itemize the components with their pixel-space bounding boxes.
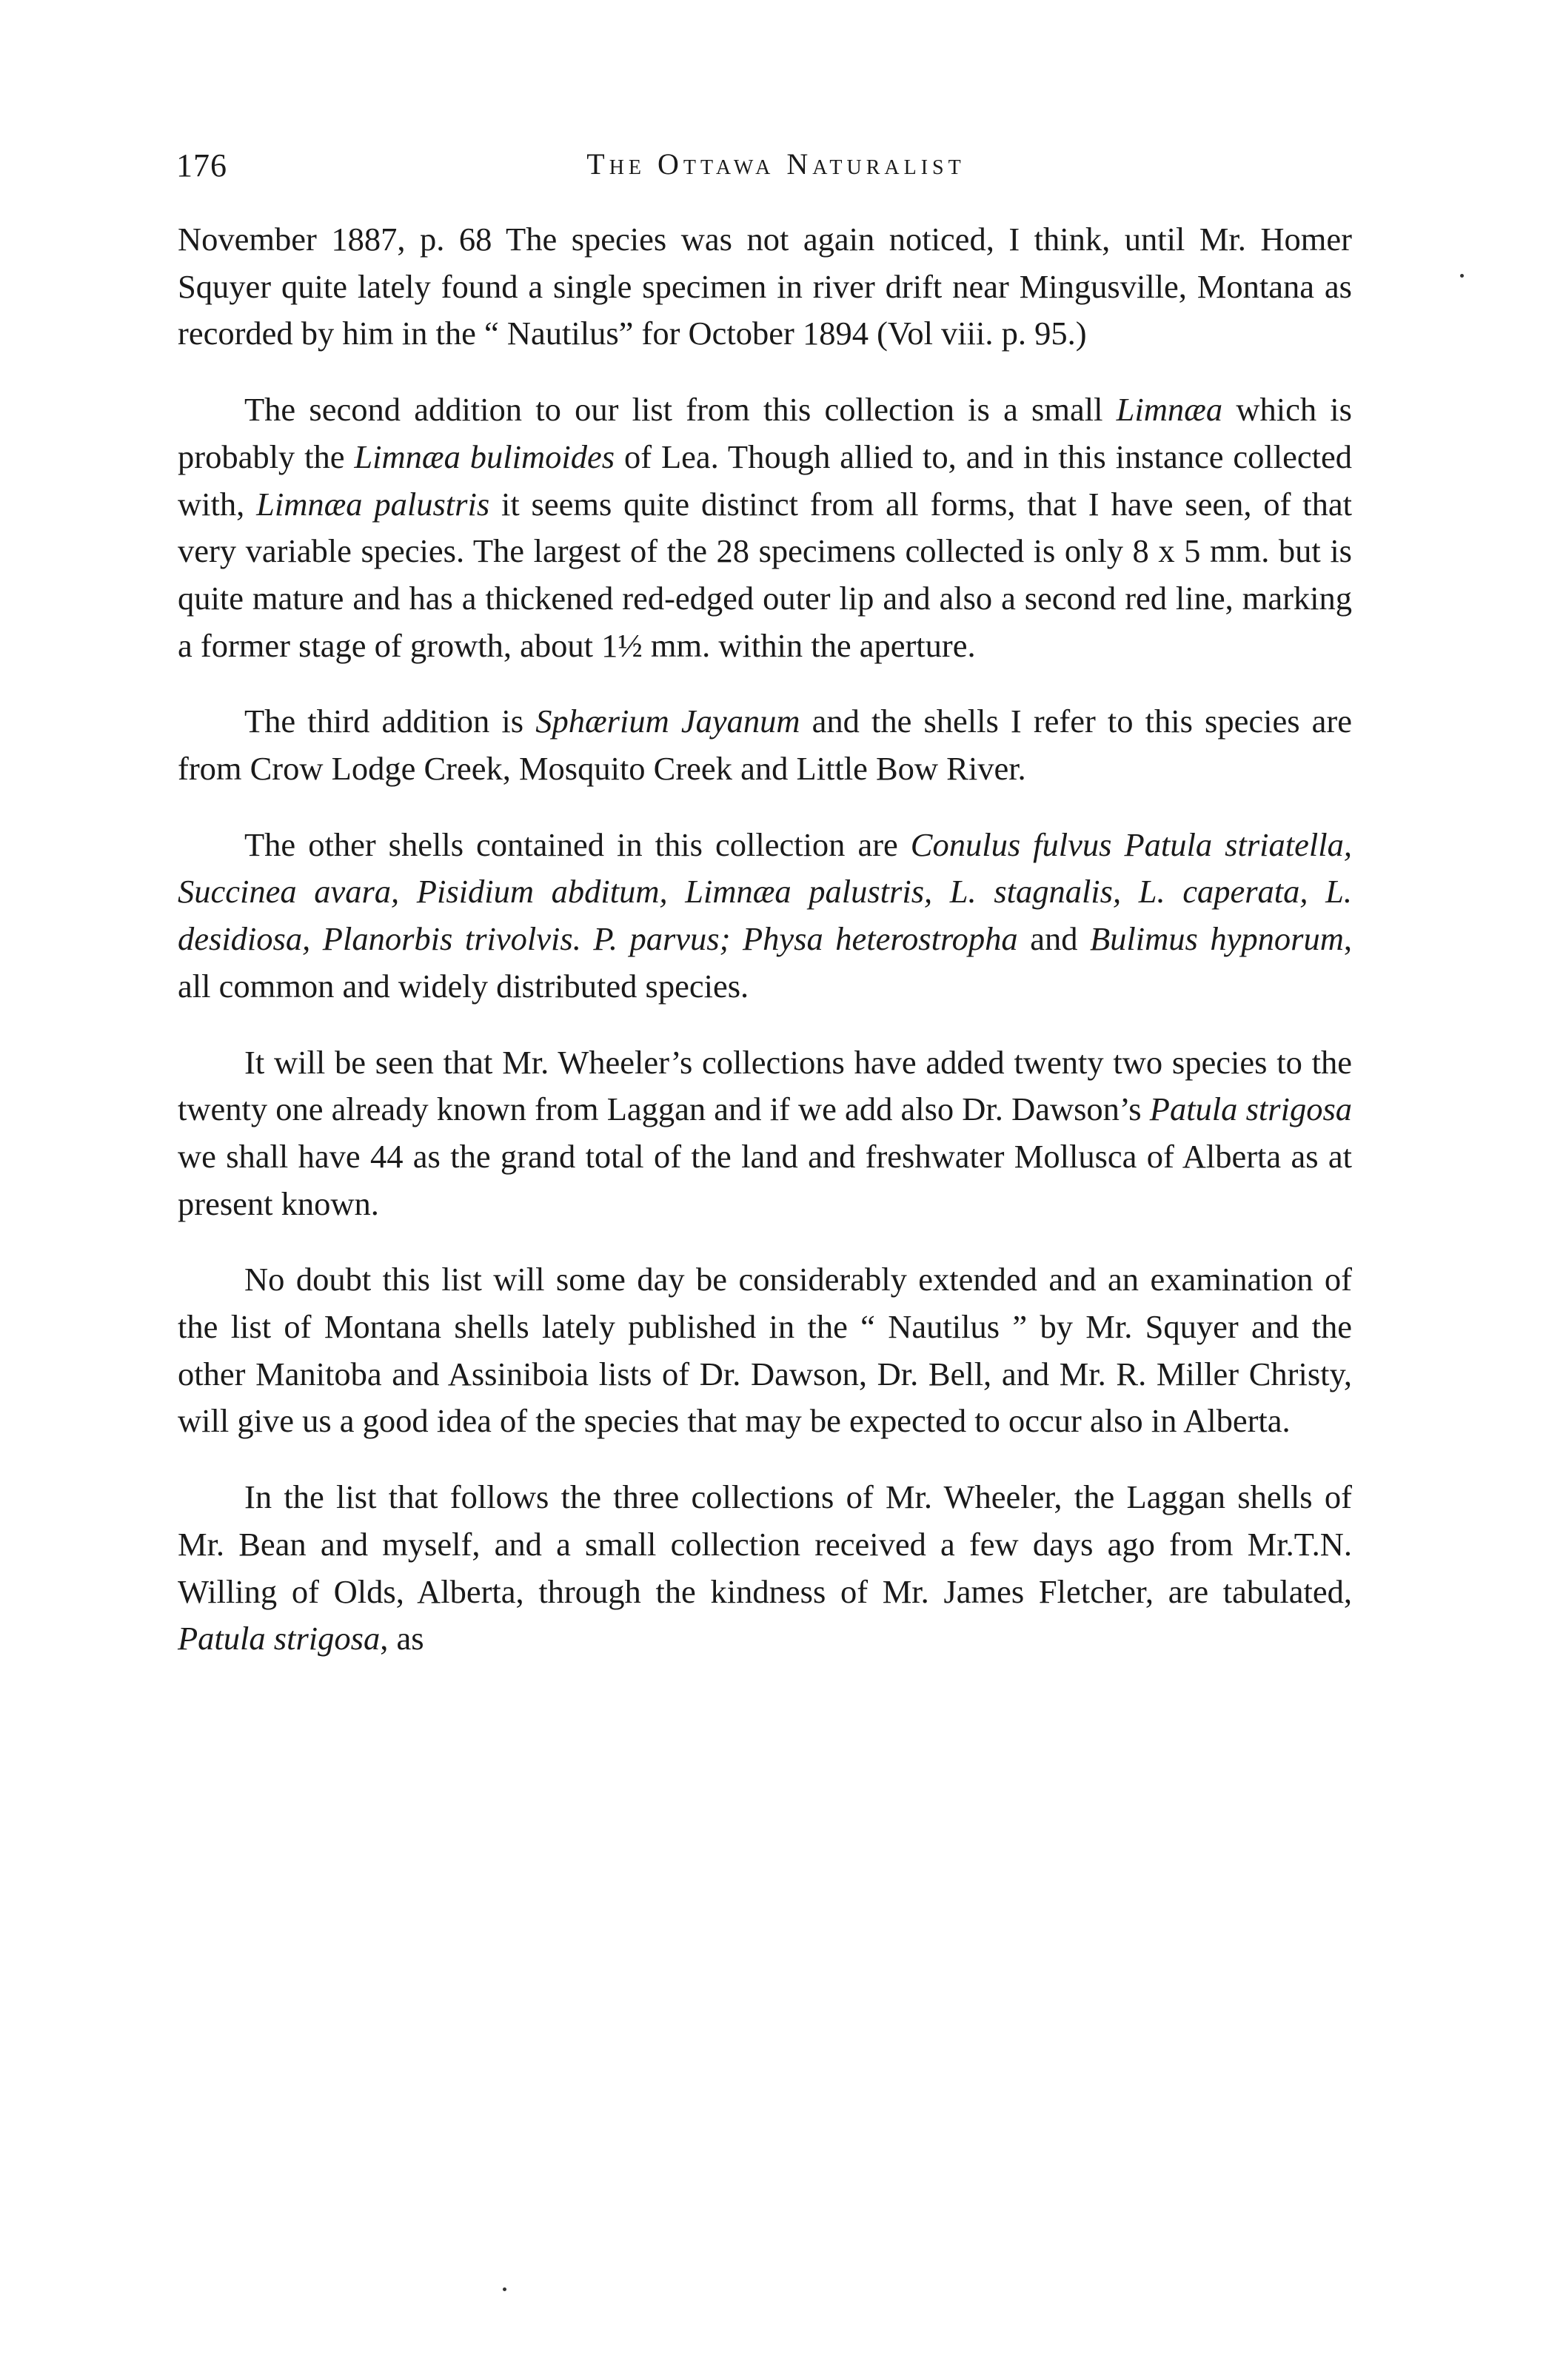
- paragraph: [178, 822, 1352, 1010]
- text-run: , as: [380, 1620, 424, 1657]
- text-run: and the shells I refer to this species are from Crow Lodge Creek, Mosquito Creek and Little Bow River.: [178, 703, 1352, 788]
- species-name: Sphærium Jayanum: [535, 703, 800, 740]
- text-run: , all common and widely distributed species.: [178, 920, 1352, 1005]
- species-name: Patula strigosa: [178, 1620, 381, 1657]
- species-name: Limnæa palustris: [256, 485, 490, 523]
- paragraph: [178, 1474, 1352, 1663]
- text-run: The other shells contained in this collection are: [244, 825, 911, 863]
- text-run: November 1887, p. 68 The species was not again noticed, I think, until Mr. Homer Squyer quite lately found a single specimen in river drift near Mingusville, Montana as recorded by him in the “ Nautilus” for October 1894 (Vol viii. p. 95.): [178, 221, 1352, 352]
- paragraph: [178, 386, 1352, 669]
- species-name: Limnæa bulimoides: [354, 438, 615, 475]
- page-header: [176, 147, 1376, 191]
- text-run: In the list that follows the three collections of Mr. Wheeler, the Laggan shells of Mr. Bean and myself, and a small collection received a few days ago from Mr.T.N. Willing of Olds, Alberta, through the kindness of Mr. James Fletcher, are tabulated,: [178, 1478, 1352, 1610]
- species-name: Bulimus hypnorum: [1090, 920, 1344, 958]
- text-run: and: [1017, 920, 1090, 958]
- paragraph: [178, 1256, 1352, 1445]
- species-name: Patula strigosa: [1149, 1090, 1353, 1128]
- scan-speck: [503, 2287, 506, 2291]
- scan-speck: [1460, 274, 1464, 278]
- text-run: which is probably the: [178, 391, 1352, 475]
- text-run: The second addition to our list from this collection is a small: [244, 391, 1117, 429]
- text-run: of Lea. Though allied to, and in this instance collected with,: [178, 438, 1352, 523]
- body-text: [178, 216, 1352, 1663]
- text-run: No doubt this list will some day be considerably extended and an examination of the list of Montana shells lately published in the “ Nautilus ” by Mr. Squyer and the other Manitoba and Assiniboia lists of Dr. Dawson, Dr. Bell, and Mr. R. Miller Christy, will give us a good idea of the species that may be expected to occur also in Alberta.: [178, 1261, 1352, 1440]
- page-number: 176: [176, 147, 227, 184]
- paragraph: [178, 1039, 1352, 1228]
- text-run: The third addition is: [244, 703, 536, 740]
- text-run: we shall have 44 as the grand total of the land and freshwater Mollusca of Alberta as at present known.: [178, 1137, 1352, 1222]
- species-name: Limnæa: [1116, 391, 1223, 429]
- running-title: The Ottawa Naturalist: [586, 147, 966, 181]
- text-run: It will be seen that Mr. Wheeler’s collections have added twenty two species to the twenty one already known from Laggan and if we add also Dr. Dawson’s: [178, 1043, 1352, 1128]
- paragraph: [178, 216, 1352, 358]
- species-name: Conulus fulvus Patula striatella, Succinea avara, Pisidium abditum, Limnæa palustris, L. stagnalis, L. caperata, L. desidiosa, Planorbis trivolvis. P. parvus; Physa heterostropha: [178, 825, 1352, 958]
- paragraph: [178, 698, 1352, 792]
- text-run: it seems quite distinct from all forms, that I have seen, of that very variable species. The largest of the 28 specimens collected is only 8 x 5 mm. but is quite mature and has a thickened red-edged outer lip and also a second red line, marking a former stage of growth, about 1½ mm. within the aperture.: [178, 485, 1352, 664]
